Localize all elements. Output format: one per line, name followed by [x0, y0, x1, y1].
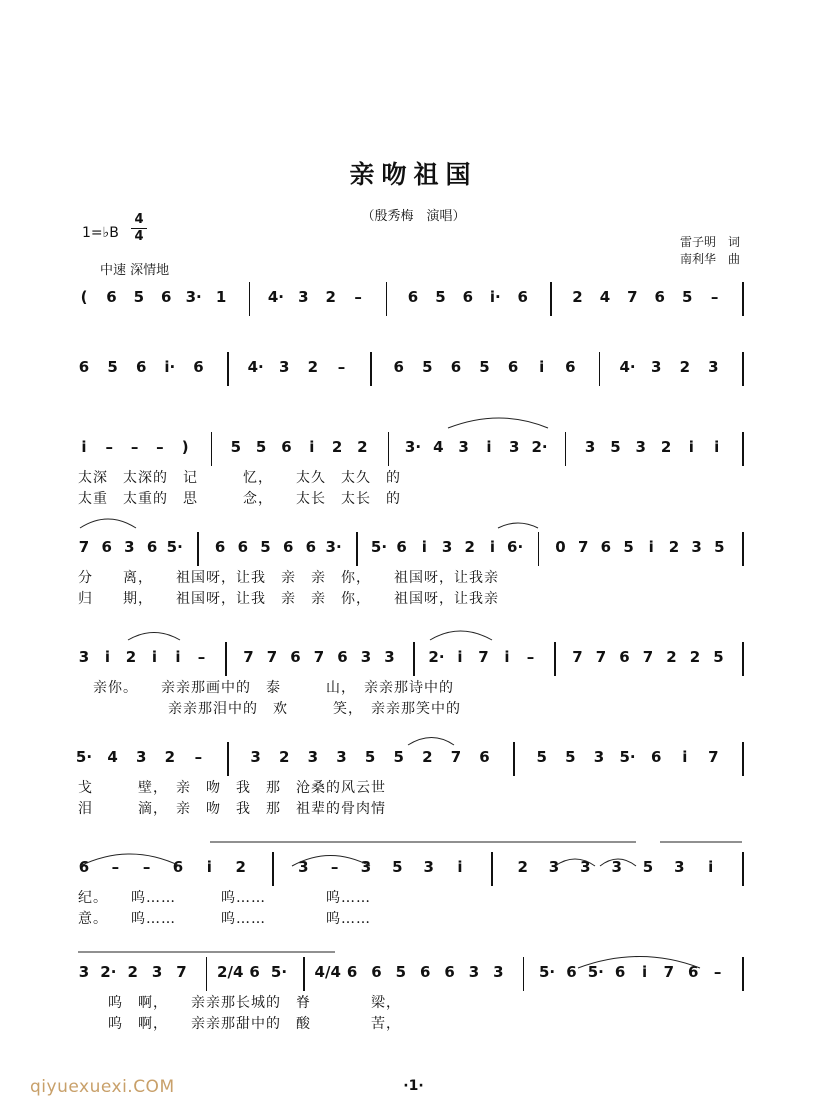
note: 5· [538, 963, 556, 981]
note: 3 [441, 538, 453, 556]
note: 6 [396, 538, 407, 556]
score-system [0, 430, 827, 510]
bar-line [197, 532, 199, 566]
note: 6 [507, 358, 519, 376]
bar-line [388, 432, 390, 466]
note: i [504, 648, 510, 666]
note: 4· [619, 358, 636, 376]
bar-line [513, 742, 515, 776]
note-line [0, 350, 827, 390]
note: 6 [688, 963, 699, 981]
note: 6 [565, 358, 576, 376]
note: 3· [325, 538, 342, 556]
note: 7 [78, 538, 90, 556]
bar-line [538, 532, 540, 566]
note: 5· [587, 963, 604, 981]
note: 2 [517, 858, 528, 876]
bar-line [227, 742, 229, 776]
note: 3 [611, 858, 622, 876]
note: 3 [307, 748, 319, 766]
note: 7 [176, 963, 187, 981]
lyric-line-verse-2: 泪 滴， 亲 吻 我 那 祖辈的骨肉情 [78, 801, 386, 817]
note: 5 [623, 538, 634, 556]
note: i [714, 438, 720, 456]
score-system [0, 850, 827, 930]
note-line [0, 530, 827, 570]
note: 3 [458, 438, 469, 456]
bar-line [742, 957, 744, 991]
note: 7 [627, 288, 638, 306]
note: 5 [392, 858, 403, 876]
bar-line [742, 352, 744, 386]
note: 3 [298, 288, 309, 306]
note: 7 [450, 748, 462, 766]
score-system [0, 530, 827, 610]
note: 3 [124, 538, 135, 556]
site-watermark: qiyuexuexi.COM [30, 1077, 175, 1097]
note: 3 [635, 438, 646, 456]
score-system [0, 640, 827, 720]
bar-line [550, 282, 552, 316]
note: i [648, 538, 654, 556]
note: 5· [370, 538, 388, 556]
note: 3 [674, 858, 685, 876]
lyric-line-verse-2: 归 期， 祖国呀，让我 亲 亲 你， 祖国呀，让我亲 [78, 591, 499, 607]
key-signature: 1=♭B [82, 225, 119, 241]
note: 4· [267, 288, 284, 306]
note: – [337, 358, 346, 376]
note: 7 [577, 538, 589, 556]
note: 6· [507, 538, 524, 556]
note: 5· [166, 538, 183, 556]
note: 7 [478, 648, 489, 666]
note: 5 [479, 358, 490, 376]
note: 2 [464, 538, 475, 556]
note: 6 [78, 858, 90, 876]
bar-line [386, 282, 388, 316]
performer-line: （殷秀梅 演唱） [361, 209, 466, 224]
note: 2 [125, 648, 137, 666]
note: 6 [249, 963, 260, 981]
bar-line [742, 742, 744, 776]
note: 5 [642, 858, 654, 876]
note: 4/4 [314, 963, 341, 981]
note: 6 [193, 358, 204, 376]
note: 2 [307, 358, 319, 376]
note-line [0, 430, 827, 470]
note: 7 [663, 963, 675, 981]
note: 3 [584, 438, 596, 456]
note: 5· [270, 963, 288, 981]
note: – [156, 438, 164, 456]
note: 2 [127, 963, 138, 981]
lyric-line-verse-2: 呜 啊， 亲亲那甜中的 酸 苦， [78, 1016, 401, 1032]
note: 2· [531, 438, 548, 456]
note: 5· [619, 748, 636, 766]
note: 6 [146, 538, 158, 556]
note: 7 [243, 648, 254, 666]
note: 2 [164, 748, 176, 766]
bar-line [742, 532, 744, 566]
note: 3 [650, 358, 662, 376]
note: – [197, 648, 206, 666]
bar-line [413, 642, 415, 676]
note: 6 [346, 963, 358, 981]
note: 6 [237, 538, 249, 556]
note: i [421, 538, 427, 556]
bar-line [565, 432, 567, 466]
note: 2 [235, 858, 246, 876]
note: 6 [106, 288, 117, 306]
note: 3 [548, 858, 560, 876]
note: 6 [600, 538, 612, 556]
note: 3 [250, 748, 261, 766]
note: 3 [135, 748, 147, 766]
note: 6 [619, 648, 630, 666]
note: 6 [517, 288, 528, 306]
note: 5 [260, 538, 271, 556]
note: 2 [279, 748, 290, 766]
note: – [330, 858, 339, 876]
note: 2 [422, 748, 433, 766]
note: i [175, 648, 181, 666]
note: 6 [566, 963, 577, 981]
note: i [81, 438, 87, 456]
note: i [688, 438, 694, 456]
note: 3 [78, 648, 90, 666]
note: 6 [371, 963, 382, 981]
note: 1 [215, 288, 227, 306]
note: 6 [281, 438, 292, 456]
note: 5 [714, 538, 725, 556]
note: 6 [290, 648, 301, 666]
note: 2 [357, 438, 368, 456]
note: 6 [479, 748, 490, 766]
note: 2 [666, 648, 677, 666]
bar-line [370, 352, 372, 386]
bar-line [249, 282, 251, 316]
note: 6 [419, 963, 431, 981]
note: – [142, 858, 151, 876]
note-line [0, 955, 827, 995]
note: i· [164, 358, 176, 376]
bar-line [742, 432, 744, 466]
note: 6 [407, 288, 419, 306]
note: 5 [395, 963, 407, 981]
lyric-line-verse-2: 亲亲那泪中的 欢 笑， 亲亲那笑中的 [78, 701, 461, 717]
note: 6 [214, 538, 226, 556]
note: 7 [572, 648, 583, 666]
note: i [151, 648, 158, 666]
lyric-line-verse-1: 呜 啊， 亲亲那长城的 脊 梁， [78, 995, 401, 1011]
lyric-line-verse-1: 太深 太深的 记 忆， 太久 太久 的 [78, 470, 401, 486]
note: 6 [78, 358, 90, 376]
note: 6 [650, 748, 662, 766]
note: 5 [610, 438, 621, 456]
note: 2 [660, 438, 672, 456]
note: 3 [593, 748, 605, 766]
bar-line [206, 957, 208, 991]
note: – [710, 288, 719, 306]
note: 5 [255, 438, 267, 456]
lyric-line-verse-1: 戈 壁， 亲 吻 我 那 沧桑的风云世 [78, 780, 386, 796]
note: 3 [580, 858, 591, 876]
note: 3· [404, 438, 422, 456]
note: i [539, 358, 545, 376]
note: i [486, 438, 492, 456]
bar-line [211, 432, 213, 466]
note: i [489, 538, 495, 556]
note: 6 [101, 538, 112, 556]
note: 4 [599, 288, 611, 306]
note: ( [80, 288, 88, 306]
score-system [0, 280, 827, 360]
lyric-line-verse-1: 亲你。 亲亲那画中的 泰 山， 亲亲那诗中的 [78, 680, 454, 696]
note: 5· [75, 748, 93, 766]
note: 7 [595, 648, 607, 666]
bar-line [227, 352, 229, 386]
note-line [0, 850, 827, 890]
note: 5 [536, 748, 547, 766]
bar-line [742, 642, 744, 676]
note-line [0, 740, 827, 780]
lyric-line-verse-1: 纪。 呜…… 呜…… 呜…… [78, 890, 371, 906]
note: i [682, 748, 688, 766]
note: ) [181, 438, 189, 456]
note: 2 [572, 288, 583, 306]
note: 7 [266, 648, 278, 666]
note: 3 [151, 963, 163, 981]
note: 3 [691, 538, 702, 556]
note: 3 [509, 438, 520, 456]
note: 2· [428, 648, 445, 666]
note: i [708, 858, 714, 876]
bar-line [303, 957, 305, 991]
time-signature-bottom: 4 [131, 228, 147, 245]
note: 4 [107, 748, 118, 766]
note: 3 [384, 648, 395, 666]
note: 5 [230, 438, 242, 456]
note: 3· [185, 288, 202, 306]
bar-line [554, 642, 556, 676]
note: 5 [133, 288, 145, 306]
note: 6 [161, 288, 172, 306]
bar-line [491, 852, 493, 886]
note: 6 [462, 288, 474, 306]
note: 2 [325, 288, 336, 306]
time-signature-top: 4 [134, 212, 144, 227]
time-signature [131, 212, 147, 245]
bar-line [599, 352, 601, 386]
note-line [0, 640, 827, 680]
note: 6 [393, 358, 404, 376]
lyricist-credit: 雷子明 词 [680, 235, 741, 249]
note: 5 [422, 358, 433, 376]
score-system [0, 955, 827, 1035]
note: 6 [305, 538, 317, 556]
lyric-line-verse-2: 意。 呜…… 呜…… 呜…… [78, 911, 371, 927]
lyric-line-verse-1: 分 离， 祖国呀，让我 亲 亲 你， 祖国呀，让我亲 [78, 570, 499, 586]
note: 3 [298, 858, 309, 876]
note: i [457, 858, 463, 876]
note: i· [489, 288, 501, 306]
note: 5 [107, 358, 118, 376]
note: 3 [360, 858, 372, 876]
note: 3 [279, 358, 290, 376]
note: 2· [100, 963, 117, 981]
note: i [641, 963, 648, 981]
note: 6 [135, 358, 147, 376]
note: 6 [654, 288, 665, 306]
note: 2 [668, 538, 680, 556]
note: i [309, 438, 315, 456]
note: 3 [78, 963, 90, 981]
bar-line [523, 957, 525, 991]
score-system [0, 740, 827, 820]
bar-line [356, 532, 358, 566]
note: – [713, 963, 722, 981]
note: i [457, 648, 463, 666]
note: 5 [435, 288, 446, 306]
note: 3 [468, 963, 480, 981]
note: 4· [247, 358, 264, 376]
note: 3 [493, 963, 504, 981]
note: – [526, 648, 535, 666]
note: – [111, 858, 120, 876]
score-system [0, 350, 827, 430]
page-number: ·1· [403, 1078, 424, 1094]
bar-line [272, 852, 274, 886]
note: 5 [713, 648, 724, 666]
note: 3 [360, 648, 372, 666]
note: 3 [336, 748, 347, 766]
lyric-line-verse-2: 太重 太重的 思 念， 太长 太长 的 [78, 491, 401, 507]
note: 5 [681, 288, 693, 306]
note-line [0, 280, 827, 320]
note: 6 [172, 858, 184, 876]
note: 6 [614, 963, 626, 981]
note: 6 [282, 538, 294, 556]
note: 3 [708, 358, 719, 376]
note: – [105, 438, 114, 456]
note: 6 [450, 358, 462, 376]
note: 7 [708, 748, 719, 766]
note: i [206, 858, 212, 876]
note: – [130, 438, 139, 456]
note: 3 [423, 858, 434, 876]
note: 4 [433, 438, 444, 456]
bar-line [225, 642, 227, 676]
note: 5 [364, 748, 376, 766]
note: 5 [393, 748, 404, 766]
note: 2/4 [217, 963, 244, 981]
note: 6 [337, 648, 348, 666]
bar-line [742, 282, 744, 316]
note: 6 [444, 963, 455, 981]
song-title: 亲吻祖国 [349, 160, 478, 189]
bar-line [742, 852, 744, 886]
note: 2 [331, 438, 343, 456]
note: – [194, 748, 203, 766]
note: – [354, 288, 362, 306]
note: 2 [689, 648, 701, 666]
composer-credit: 南利华 曲 [680, 252, 741, 266]
note: 2 [679, 358, 690, 376]
note: 7 [313, 648, 325, 666]
note: 0 [555, 538, 566, 556]
note: i [104, 648, 111, 666]
note: 7 [642, 648, 654, 666]
tempo-marking: 中速 深情地 [100, 263, 170, 278]
note: 5 [565, 748, 576, 766]
